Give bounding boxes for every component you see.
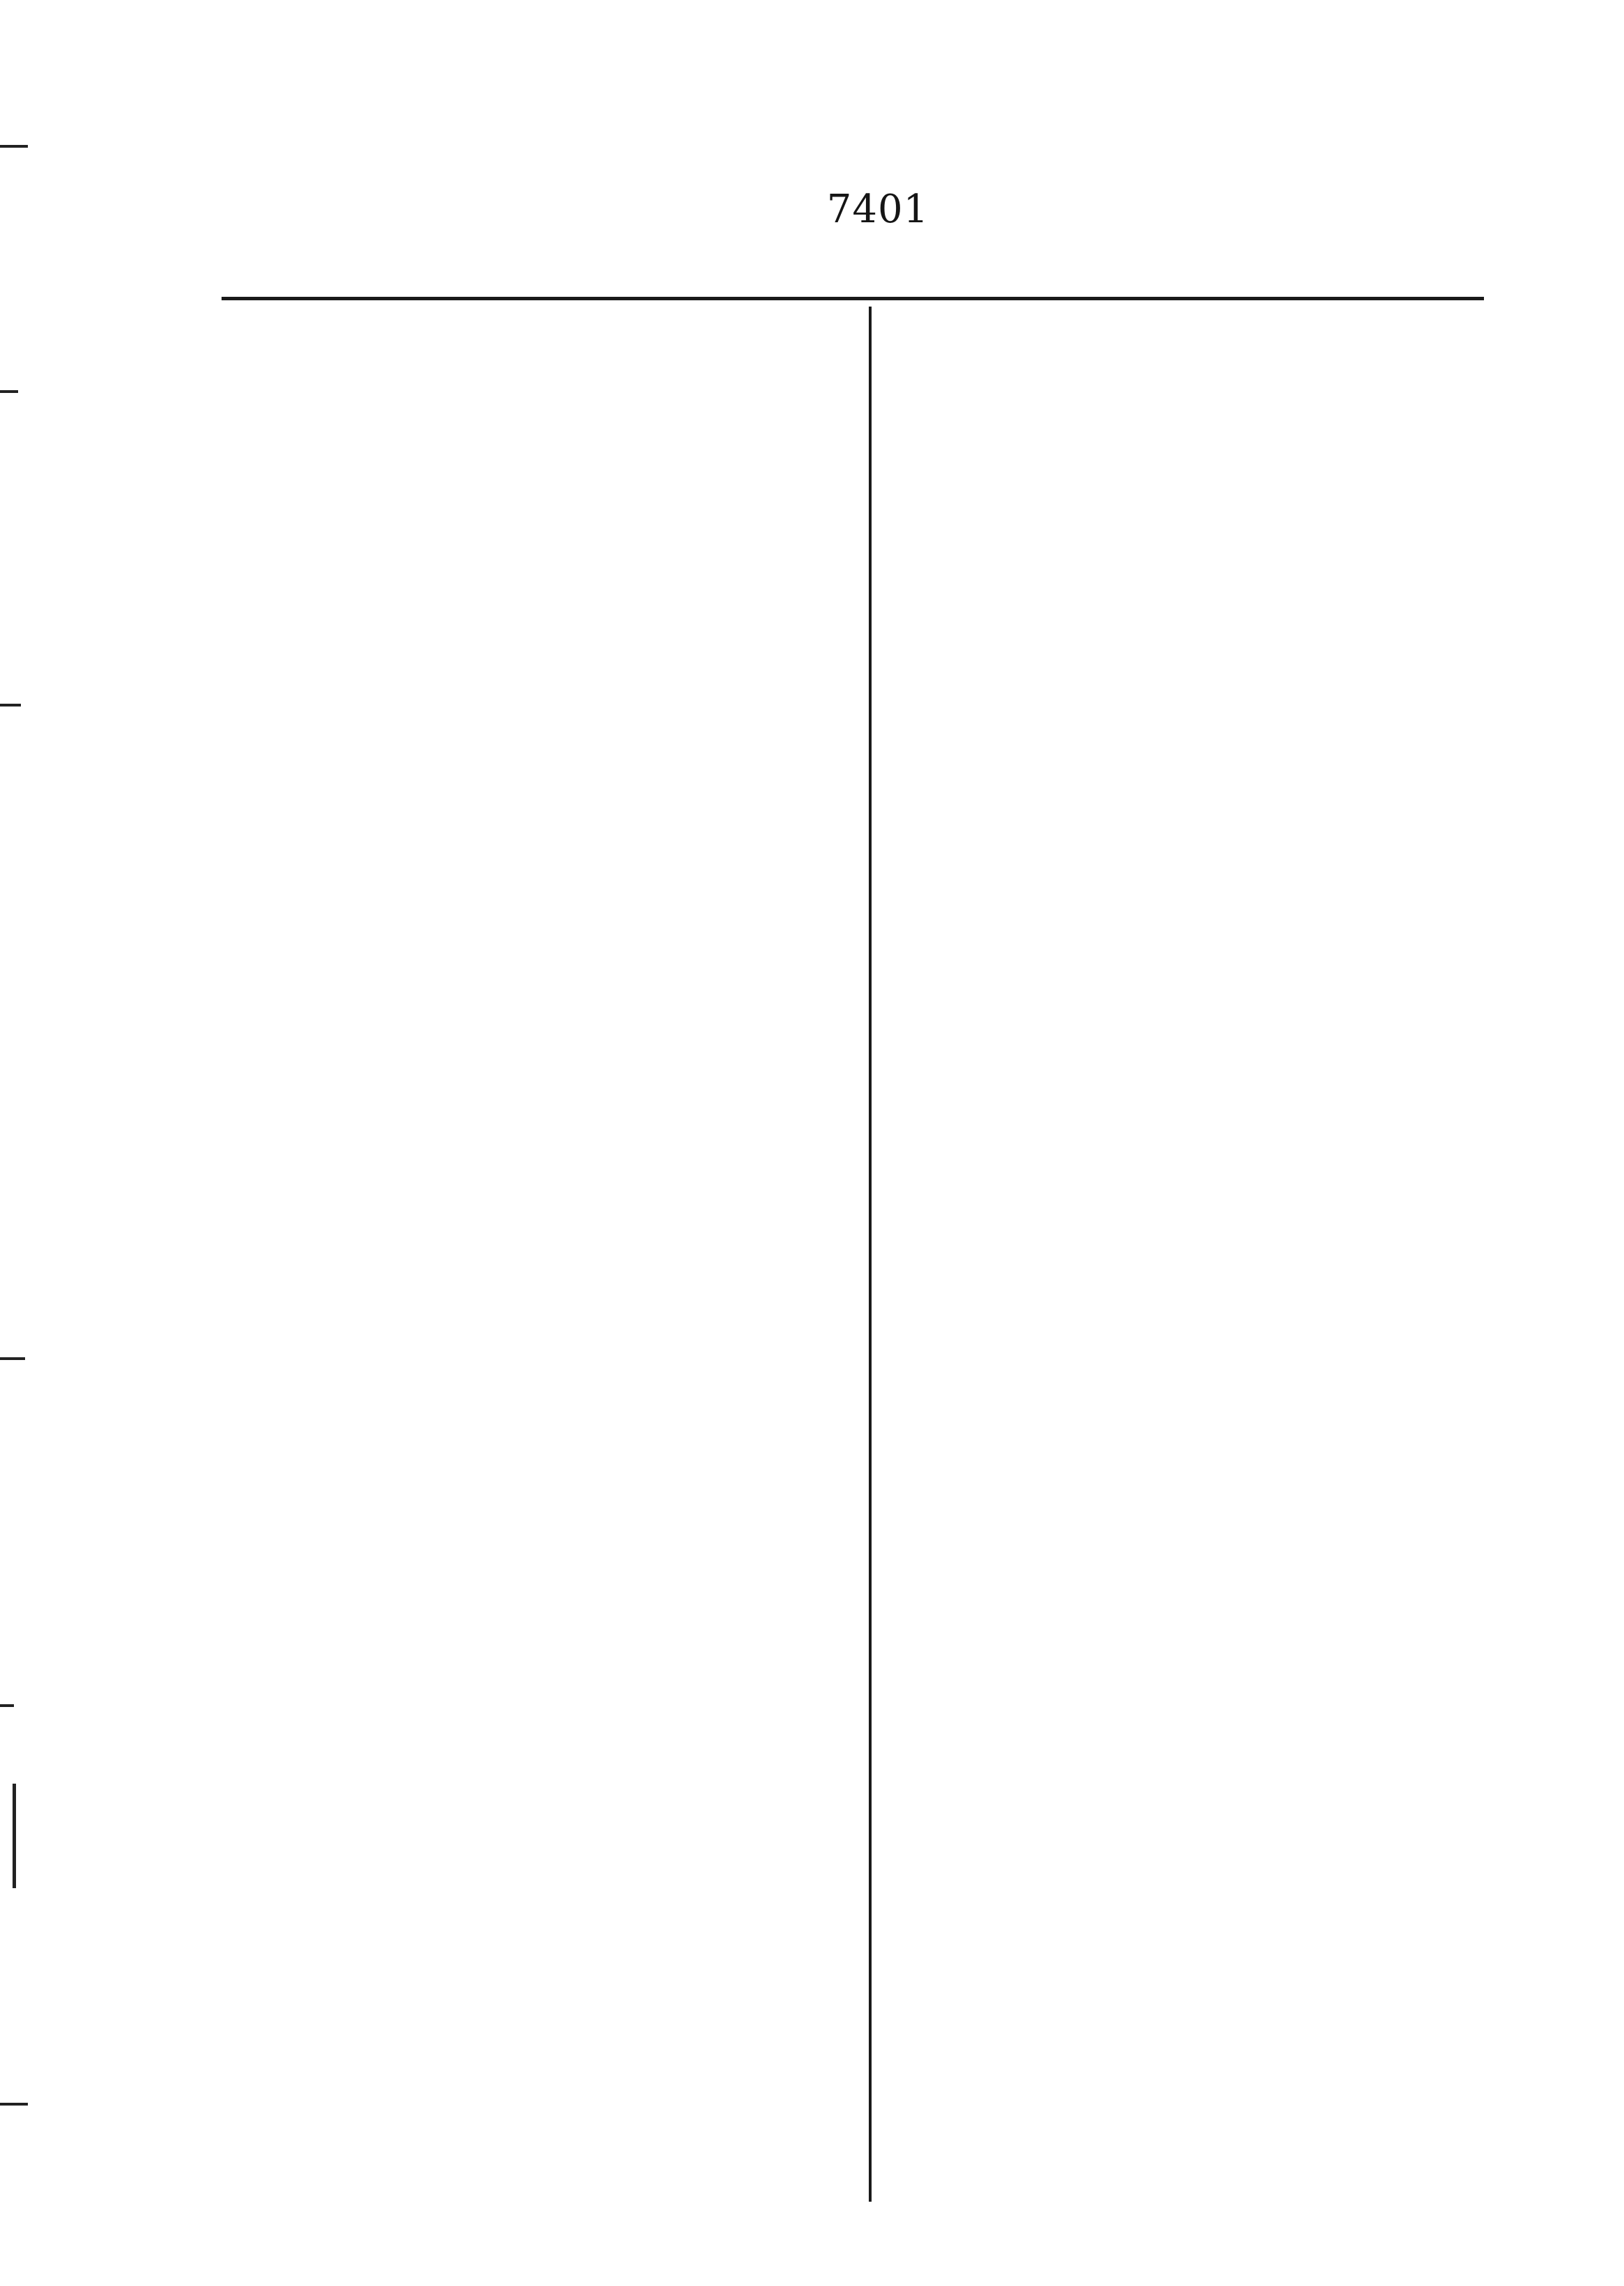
entry-line <box>895 562 1494 603</box>
entry-line <box>209 1381 843 1423</box>
entry-line <box>209 1883 843 1924</box>
right-column <box>895 327 1494 2209</box>
entry-line <box>895 1966 1494 2008</box>
entry-line <box>895 988 1494 1030</box>
column-divider <box>869 307 872 2202</box>
entry-line <box>209 1941 843 1983</box>
entry-line <box>895 1314 1494 1356</box>
margin-mark <box>0 704 21 706</box>
entry-line <box>895 1256 1494 1297</box>
entry-line <box>209 2117 843 2158</box>
entry-line <box>895 871 1494 913</box>
margin-bar <box>13 1784 16 1888</box>
margin-mark <box>0 1704 14 1707</box>
entry-line <box>895 1197 1494 1239</box>
entry-line <box>209 854 843 896</box>
entry-line <box>895 1699 1494 1740</box>
entry-line <box>895 1389 1494 1431</box>
entry-line <box>895 620 1494 662</box>
entry-line <box>895 796 1494 837</box>
dictionary-entry <box>895 1063 1494 1105</box>
entry-line <box>895 2158 1494 2200</box>
dictionary-entry <box>895 2100 1494 2200</box>
entry-line <box>209 1439 843 1481</box>
dictionary-entry <box>895 871 1494 1030</box>
entry-line <box>209 620 843 662</box>
entry-line <box>895 503 1494 545</box>
entry-line <box>895 1774 1494 1816</box>
entry-line <box>895 737 1494 779</box>
entry-line <box>209 1807 843 1849</box>
entry-line <box>209 1690 843 1732</box>
entry-line <box>209 796 843 837</box>
dictionary-entry <box>895 1774 1494 1816</box>
entry-line <box>895 679 1494 720</box>
margin-mark <box>0 1357 25 1360</box>
entry-line <box>209 1749 843 1791</box>
entry-line <box>895 445 1494 486</box>
entry-line <box>209 386 843 428</box>
entry-line <box>209 1498 843 1540</box>
entry-line <box>209 1088 843 1130</box>
dictionary-entry <box>895 327 1494 837</box>
entry-line <box>209 562 843 603</box>
margin-mark <box>0 145 28 148</box>
dictionary-entry <box>895 1389 1494 1548</box>
running-head <box>1066 190 1484 229</box>
dictionary-entry <box>895 1138 1494 1356</box>
entry-line <box>209 1615 843 1657</box>
entry-line <box>895 1063 1494 1105</box>
entry-line <box>209 1147 843 1189</box>
left-column <box>209 327 843 2209</box>
entry-line <box>209 503 843 545</box>
entry-line <box>895 386 1494 428</box>
entry-line <box>209 1205 843 1247</box>
entry-line <box>209 2000 843 2041</box>
entry-line <box>895 2025 1494 2067</box>
entry-line <box>895 929 1494 971</box>
entry-line <box>209 1322 843 1364</box>
entry-line <box>895 1849 1494 1891</box>
entry-line <box>895 1138 1494 1180</box>
entry-line <box>895 1640 1494 1682</box>
entry-line <box>895 1506 1494 1548</box>
entry-line <box>209 737 843 779</box>
entry-line <box>209 1557 843 1598</box>
entry-line <box>209 445 843 486</box>
dictionary-entry <box>895 1849 1494 2067</box>
dictionary-entry <box>895 1582 1494 1740</box>
entry-line <box>895 1908 1494 1949</box>
entry-line <box>895 1582 1494 1623</box>
dictionary-entry <box>209 327 843 1657</box>
entry-line <box>209 327 843 369</box>
entry-line <box>209 2058 843 2100</box>
entry-line <box>209 679 843 720</box>
page-number: 7401 <box>826 187 929 232</box>
entry-line <box>895 2100 1494 2142</box>
entry-line <box>209 1030 843 1072</box>
dictionary-entry <box>209 1690 843 1849</box>
dictionary-entry <box>209 1883 843 2209</box>
entry-line <box>895 327 1494 369</box>
entry-line <box>209 1264 843 1306</box>
entry-line <box>209 971 843 1013</box>
margin-mark <box>0 2103 28 2106</box>
entry-line <box>895 1448 1494 1490</box>
margin-mark <box>0 390 18 393</box>
entry-line <box>209 913 843 955</box>
entry-line <box>209 2175 843 2209</box>
header-rule <box>222 297 1484 300</box>
